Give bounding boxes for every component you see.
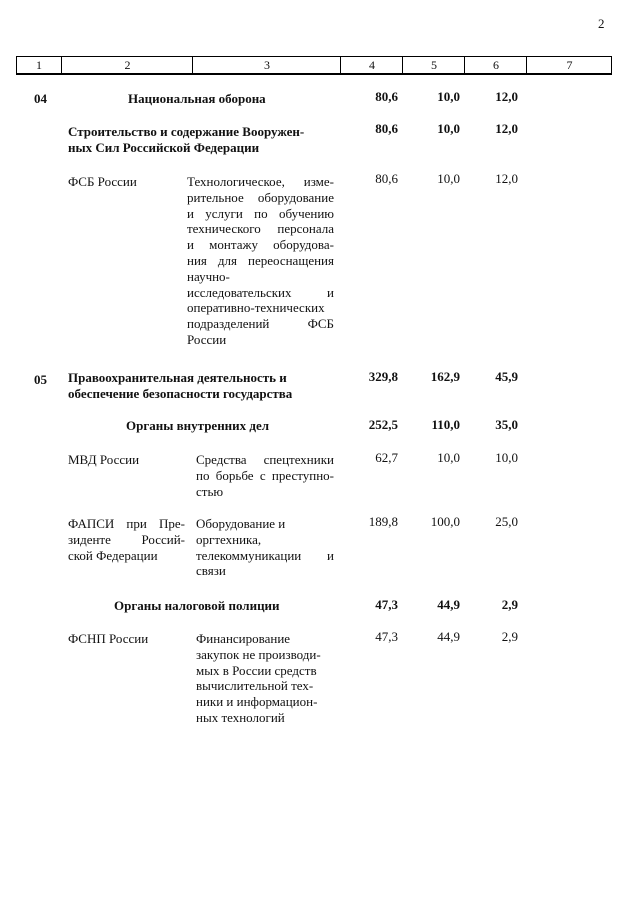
- section-title: Правоохранительная деятельность и обеспечение безопасности государства: [68, 370, 293, 401]
- value-col5: 44,9: [437, 597, 460, 612]
- org-name: ФСНП России: [68, 631, 149, 646]
- value-col4: 329,8: [368, 369, 398, 384]
- subsection-title: Строительство и содержание Вооружен- ных Сил Российской Федерации: [68, 124, 305, 155]
- description: Средства спецтехники по борьбе с преступно- стью: [196, 452, 334, 499]
- value-col4: 189,8: [368, 514, 398, 529]
- table-header: [16, 56, 612, 75]
- value-col4: 47,3: [375, 629, 398, 644]
- value-col5: 10,0: [437, 171, 460, 186]
- org-name: МВД России: [68, 452, 140, 467]
- description: Финансирование закупок не производи- мых в России средств вычислительной тех- ники и информацион- ных технологий: [196, 631, 321, 725]
- header-col-6: 6: [464, 57, 527, 73]
- value-col6: 2,9: [501, 629, 518, 644]
- header-col-2: 2: [61, 57, 193, 73]
- value-col6: 45,9: [495, 369, 518, 384]
- value-col6: 12,0: [495, 89, 518, 104]
- value-col5: 10,0: [437, 450, 460, 465]
- value-col4: 47,3: [375, 597, 398, 612]
- value-col5: 100,0: [430, 514, 460, 529]
- section-code: 05: [34, 372, 47, 387]
- section-code: 04: [34, 91, 47, 106]
- value-col5: 44,9: [437, 629, 460, 644]
- value-col5: 10,0: [437, 121, 460, 136]
- value-col5: 10,0: [437, 89, 460, 104]
- page-number: 2: [598, 16, 605, 31]
- value-col4: 252,5: [368, 417, 398, 432]
- header-col-4: 4: [340, 57, 403, 73]
- value-col5: 110,0: [431, 417, 460, 432]
- header-col-7: 7: [526, 57, 612, 73]
- value-col5: 162,9: [430, 369, 460, 384]
- section-title: Национальная оборона: [128, 91, 266, 106]
- org-name: ФСБ России: [68, 174, 137, 189]
- value-col4: 80,6: [375, 171, 398, 186]
- value-col4: 80,6: [375, 121, 398, 136]
- org-name: ФАПСИ при Пре- зиденте Россий- ской Федерации: [68, 516, 185, 563]
- value-col6: 25,0: [495, 514, 518, 529]
- value-col6: 12,0: [495, 171, 518, 186]
- value-col6: 2,9: [501, 597, 518, 612]
- header-col-3: 3: [192, 57, 341, 73]
- description: Оборудование и оргтехника, телекоммуникации и связи: [196, 516, 334, 579]
- value-col4: 80,6: [375, 89, 398, 104]
- value-col4: 62,7: [375, 450, 398, 465]
- header-col-5: 5: [402, 57, 465, 73]
- subsection-title: Органы внутренних дел: [126, 418, 270, 433]
- value-col6: 35,0: [495, 417, 518, 432]
- value-col6: 10,0: [495, 450, 518, 465]
- header-col-1: 1: [36, 58, 42, 72]
- subsection-title: Органы налоговой полиции: [114, 598, 280, 613]
- description: Технологическое, изме- рительное оборудование и услуги по обучению технического персонала и монтажу оборудова- ния для переоснащения научно- исследовательских и оперативно-технических подразделений ФСБ России: [187, 174, 334, 347]
- value-col6: 12,0: [495, 121, 518, 136]
